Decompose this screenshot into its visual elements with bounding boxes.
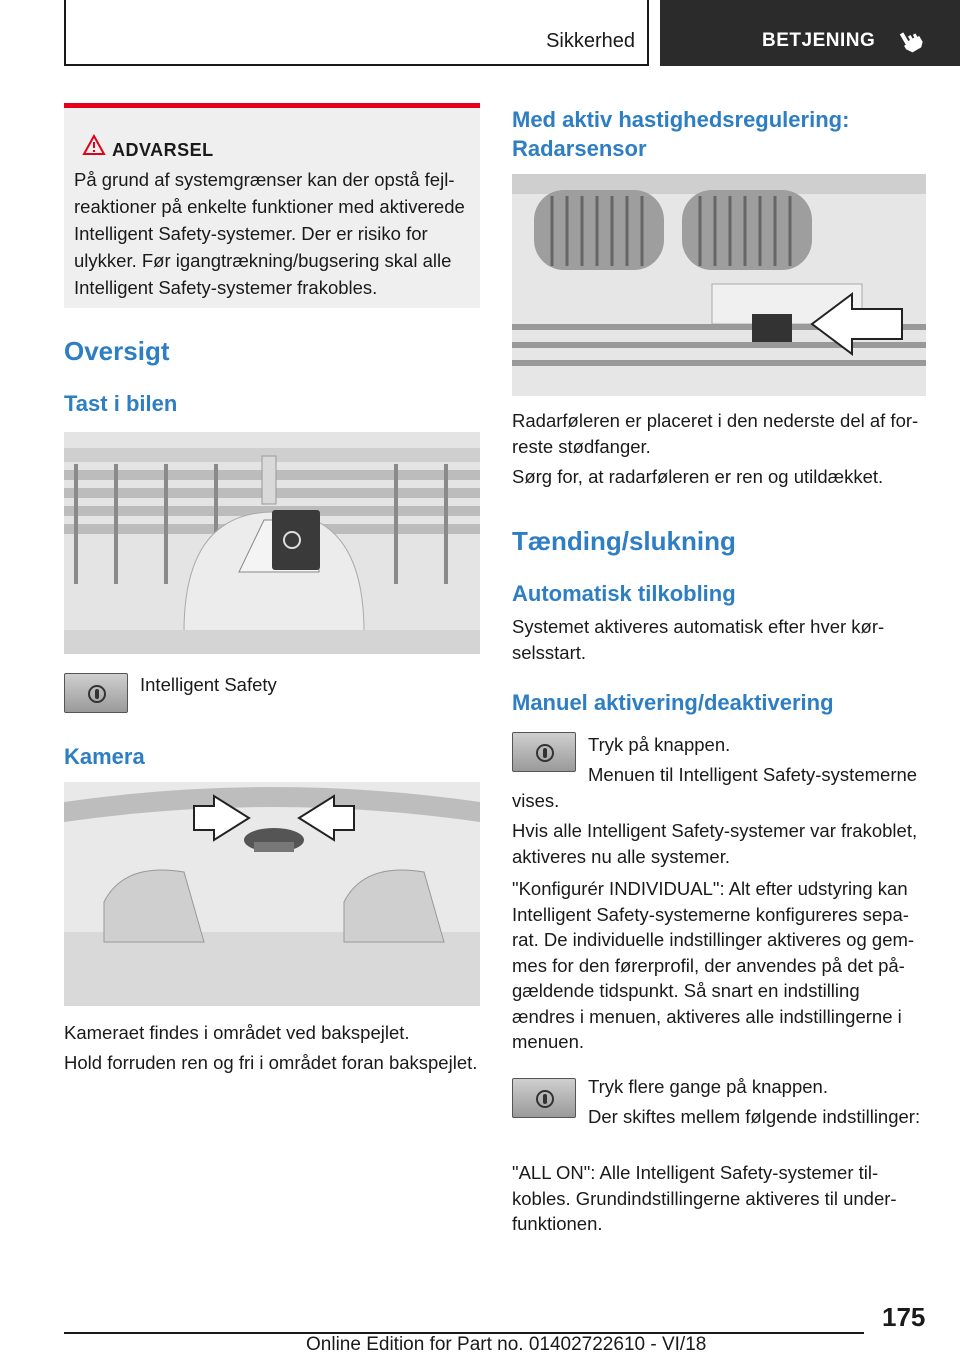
radar-paragraph-1: Radarføleren er placeret i den nederste del af forreste stødfanger. — [512, 410, 919, 457]
chapter-title: BETJENING — [762, 30, 876, 51]
heading-oversigt: Oversigt — [64, 336, 170, 366]
heading-automatisk: Automatisk tilkobling — [512, 581, 736, 606]
warning-text: På grund af systemgrænser kan der opstå fejlreaktioner på enkelte funktioner med aktiverede Intelligent Safety-systemer. Der er risiko for ulykker. Før igangtrækning/bugsering skal alle Intelligent Safety-systemer frakobles. — [74, 169, 465, 298]
hand-pointer-icon — [896, 26, 924, 54]
heading-kamera: Kamera — [64, 744, 145, 769]
button-caption: Intelligent Safety — [140, 674, 277, 695]
header-section-box — [64, 0, 649, 66]
heading-manuel: Manuel aktivering/deaktivering — [512, 690, 834, 715]
kamera-paragraph-1: Kameraet findes i området ved bakspejlet. — [64, 1022, 410, 1043]
photo-camera-interior — [64, 782, 480, 1006]
heading-taending: Tænding/slukning — [512, 526, 736, 556]
automatisk-paragraph: Systemet aktiveres automatisk efter hver kørselsstart. — [512, 616, 885, 663]
intelligent-safety-icon — [535, 743, 555, 763]
intelligent-safety-icon — [87, 684, 107, 704]
heading-radarsensor: Med aktiv hastighedsregulering: Radarsensor — [512, 107, 850, 161]
intelligent-safety-button-image — [64, 673, 128, 713]
manual-paragraph-2: Hvis alle Intelligent Safety-systemer var frakoblet, aktiveres nu alle systemer. — [512, 820, 918, 867]
header-chapter-box — [660, 0, 960, 66]
kamera-paragraph-2: Hold forruden ren og fri i området foran bakspejlet. — [64, 1052, 478, 1073]
warning-box — [64, 103, 480, 308]
manual-paragraph-4: "ALL ON": Alle Intelligent Safety-systemer tilkobles. Grundindstillingerne aktiveres til underfunktionen. — [512, 1162, 897, 1234]
photo-console-button — [64, 432, 480, 654]
manual-step-1b: Menuen til Intelligent Safety-systemerne vises. — [512, 764, 918, 811]
manual-step-2b: Der skiftes mellem følgende indstillinger: — [588, 1106, 921, 1127]
manual-step-1: Tryk på knappen. — [588, 734, 731, 755]
warning-title: ADVARSEL — [112, 140, 214, 160]
radar-paragraph-2: Sørg for, at radarføleren er ren og utildækket. — [512, 466, 884, 487]
photo-radar-bumper — [512, 174, 926, 396]
edition-text: Online Edition for Part no. 01402722610 - VI/18 — [306, 1334, 707, 1355]
page-number: 175 — [882, 1302, 926, 1332]
manual-step-2: Tryk flere gange på knappen. — [588, 1076, 828, 1097]
manual-paragraph-3: "Konfigurér INDIVIDUAL": Alt efter udstyring kan Intelligent Safety-systemerne konfigureres separat. De individuelle indstillinger aktiveres og gemmes for den førerprofil, der anvendes på det pågældende tidspunkt. Så snart en indstilling ændres i menuen, aktiveres alle indstillingerne i menuen. — [512, 878, 915, 1052]
section-title: Sikkerhed — [546, 30, 635, 52]
warning-triangle-icon — [82, 134, 106, 156]
heading-tast-i-bilen: Tast i bilen — [64, 391, 178, 416]
